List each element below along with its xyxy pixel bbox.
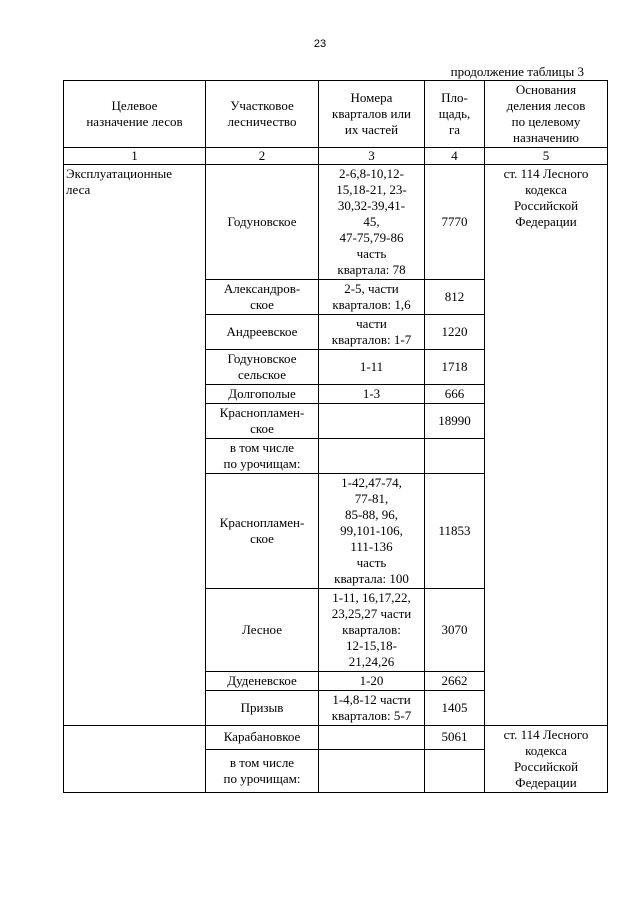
table-header-row (64, 81, 608, 148)
header-quarters: Номера кварталов или их частей (319, 81, 425, 148)
area-cell: 7770 (425, 165, 485, 280)
district-cell: Карабановкое (206, 726, 319, 750)
page-number: 23 (313, 38, 327, 50)
column-number: 5 (485, 148, 608, 165)
area-cell (425, 439, 485, 474)
area-cell: 666 (425, 385, 485, 404)
area-cell: 1220 (425, 315, 485, 350)
area-cell: 18990 (425, 404, 485, 439)
district-cell: Годуновское (206, 165, 319, 280)
area-cell (425, 749, 485, 792)
table-row (64, 165, 608, 280)
area-cell: 11853 (425, 474, 485, 589)
quarters-cell: 2-5, части кварталов: 1,6 (319, 280, 425, 315)
district-cell: Краснопламен- ское (206, 474, 319, 589)
purpose-cell (64, 726, 206, 793)
district-cell: в том числе по урочищам: (206, 749, 319, 792)
area-cell: 1405 (425, 691, 485, 726)
district-cell: Дуденевское (206, 672, 319, 691)
table-continuation-label: продолжение таблицы 3 (450, 64, 584, 79)
quarters-cell: 1-11 (319, 350, 425, 385)
district-cell: Долгополые (206, 385, 319, 404)
table-body (64, 165, 608, 793)
quarters-cell: 2-6,8-10,12- 15,18-21, 23- 30,32-39,41- 45, 47-75,79-86 часть квартала: 78 (319, 165, 425, 280)
quarters-cell: 1-42,47-74, 77-81, 85-88, 96, 99,101-106, 111-136 часть квартала: 100 (319, 474, 425, 589)
area-cell: 1718 (425, 350, 485, 385)
area-cell: 812 (425, 280, 485, 315)
quarters-cell (319, 439, 425, 474)
header-basis: Основания деления лесов по целевому назначению (485, 81, 608, 148)
column-number: 3 (319, 148, 425, 165)
district-cell: Александров- ское (206, 280, 319, 315)
quarters-cell (319, 749, 425, 792)
district-cell: в том числе по урочищам: (206, 439, 319, 474)
area-cell: 2662 (425, 672, 485, 691)
district-cell: Андреевское (206, 315, 319, 350)
header-area: Пло- щадь, га (425, 81, 485, 148)
quarters-cell: 1-20 (319, 672, 425, 691)
table-row (64, 726, 608, 750)
quarters-cell (319, 404, 425, 439)
quarters-cell: 1-4,8-12 части кварталов: 5-7 (319, 691, 425, 726)
quarters-cell (319, 726, 425, 750)
purpose-cell: Эксплуатационные леса (64, 165, 206, 726)
area-cell: 3070 (425, 589, 485, 672)
district-cell: Годуновское сельское (206, 350, 319, 385)
district-cell: Краснопламен- ское (206, 404, 319, 439)
column-number-row (64, 148, 608, 165)
forest-purpose-table (63, 80, 608, 793)
basis-cell: ст. 114 Лесного кодекса Российской Федерации (485, 726, 608, 793)
area-cell: 5061 (425, 726, 485, 750)
header-district: Участковое лесничество (206, 81, 319, 148)
column-number: 4 (425, 148, 485, 165)
district-cell: Лесное (206, 589, 319, 672)
quarters-cell: 1-3 (319, 385, 425, 404)
basis-cell: ст. 114 Лесного кодекса Российской Федерации (485, 165, 608, 726)
column-number: 2 (206, 148, 319, 165)
quarters-cell: 1-11, 16,17,22, 23,25,27 части кварталов: 12-15,18- 21,24,26 (319, 589, 425, 672)
district-cell: Призыв (206, 691, 319, 726)
column-number: 1 (64, 148, 206, 165)
quarters-cell: части кварталов: 1-7 (319, 315, 425, 350)
header-purpose: Целевое назначение лесов (64, 81, 206, 148)
